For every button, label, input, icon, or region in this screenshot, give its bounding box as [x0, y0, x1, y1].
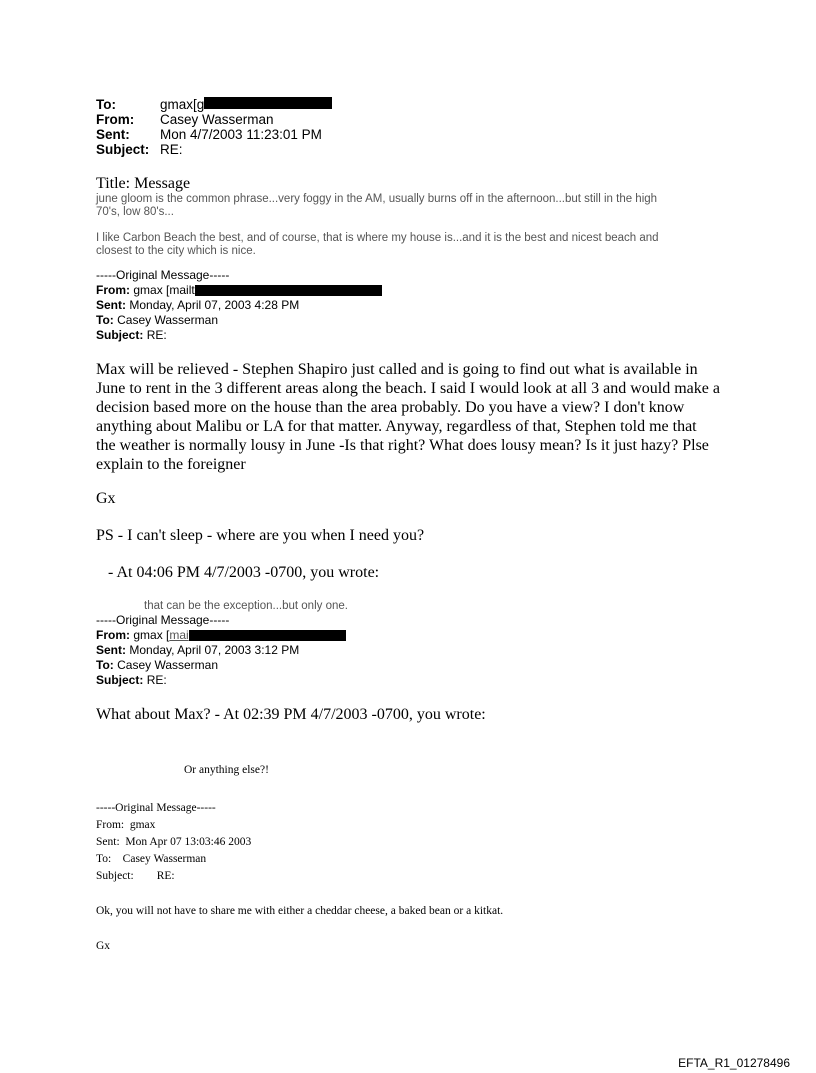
message-body-3: Ok, you will not have to share me with either a cheddar cheese, a baked bean or a kitkat. — [96, 905, 504, 917]
message-body-2: What about Max? - At 02:39 PM 4/7/2003 -0700, you wrote: — [96, 706, 486, 723]
original-message-3 — [96, 800, 251, 885]
subject-value: RE: — [160, 142, 183, 157]
document-id: EFTA_R1_01278496 — [678, 1056, 790, 1070]
from-value: Casey Wasserman — [160, 112, 274, 127]
reply-1-line: 70's, low 80's... — [96, 206, 174, 218]
to-label: To: — [96, 97, 116, 112]
reply-3: Or anything else?! — [184, 764, 269, 776]
redaction-bar — [195, 285, 382, 296]
orig-subject-row: Subject: RE: — [96, 870, 175, 882]
header-to-row — [96, 97, 332, 112]
mailto-link[interactable]: mai — [169, 628, 189, 642]
original-message-1 — [96, 268, 382, 343]
header-sent-row — [96, 127, 332, 142]
subject-label: Subject: — [96, 142, 150, 157]
orig-sent-label: Sent: — [96, 298, 126, 312]
orig-subject-value: RE: — [146, 673, 167, 687]
body-line: decision based more on the house than the area probably. Do you have a view? I don't know — [96, 399, 685, 416]
orig-subject-row — [96, 673, 346, 688]
orig-subject-value: RE: — [146, 328, 167, 342]
postscript: PS - I can't sleep - where are you when I need you? — [96, 527, 425, 544]
header-subject-row — [96, 142, 332, 157]
message-title: Title: Message — [96, 175, 191, 192]
orig-from-row: From: gmax — [96, 819, 156, 831]
body-line: Max will be relieved - Stephen Shapiro just called and is going to find out what is available in — [96, 361, 698, 378]
orig-from-label: From: — [96, 283, 130, 297]
original-divider: -----Original Message----- — [96, 268, 230, 282]
orig-from-row — [96, 283, 382, 298]
orig-to-value: Casey Wasserman — [117, 658, 219, 672]
reply-2: that can be the exception...but only one. — [144, 600, 348, 612]
orig-from-row — [96, 628, 346, 643]
original-divider: -----Original Message----- — [96, 613, 230, 627]
reply-1 — [96, 193, 659, 258]
body-line: anything about Malibu or LA for that matter. Anyway, regardless of that, Stephen told me that — [96, 418, 697, 435]
orig-sent-value: Monday, April 07, 2003 4:28 PM — [129, 298, 300, 312]
orig-from-value: gmax [ — [133, 628, 170, 642]
quote-line-1: - At 04:06 PM 4/7/2003 -0700, you wrote: — [108, 564, 380, 581]
orig-sent-row — [96, 298, 382, 313]
header-from-row — [96, 112, 332, 127]
orig-to-value: Casey Wasserman — [117, 313, 219, 327]
orig-sent-value: Monday, April 07, 2003 3:12 PM — [129, 643, 300, 657]
orig-from-label: From: — [96, 628, 130, 642]
sent-value: Mon 4/7/2003 11:23:01 PM — [160, 127, 322, 142]
reply-1-line: I like Carbon Beach the best, and of course, that is where my house is...and it is the best and nicest beach and — [96, 232, 659, 244]
orig-to-row — [96, 313, 382, 328]
redaction-bar — [189, 630, 346, 641]
orig-subject-label: Subject: — [96, 328, 144, 342]
body-line: June to rent in the 3 different areas along the beach. I said I would look at all 3 and would make a — [96, 380, 720, 397]
from-label: From: — [96, 112, 135, 127]
reply-1-line: closest to the city which is nice. — [96, 245, 256, 257]
original-message-2 — [96, 613, 346, 688]
body-line: the weather is normally lousy in June -Is that right? What does lousy mean? Is it just hazy? Plse — [96, 437, 709, 454]
original-divider: -----Original Message----- — [96, 802, 216, 814]
orig-to-row — [96, 658, 346, 673]
message-body-1 — [96, 360, 720, 474]
orig-sent-row: Sent: Mon Apr 07 13:03:46 2003 — [96, 836, 252, 848]
orig-sent-label: Sent: — [96, 643, 126, 657]
orig-to-label: To: — [96, 313, 114, 327]
email-header — [96, 97, 332, 157]
orig-from-value: gmax [mailt — [133, 283, 195, 297]
body-line: explain to the foreigner — [96, 456, 246, 473]
signature-1: Gx — [96, 490, 116, 507]
signature-3: Gx — [96, 940, 111, 952]
sent-label: Sent: — [96, 127, 130, 142]
to-value: gmax[g — [160, 97, 205, 112]
orig-to-row: To: Casey Wasserman — [96, 853, 207, 865]
reply-1-line: june gloom is the common phrase...very foggy in the AM, usually burns off in the afternoon...but still in the high — [96, 193, 658, 205]
orig-to-label: To: — [96, 658, 114, 672]
orig-sent-row — [96, 643, 346, 658]
redaction-bar — [204, 97, 332, 109]
orig-subject-row — [96, 328, 382, 343]
orig-subject-label: Subject: — [96, 673, 144, 687]
